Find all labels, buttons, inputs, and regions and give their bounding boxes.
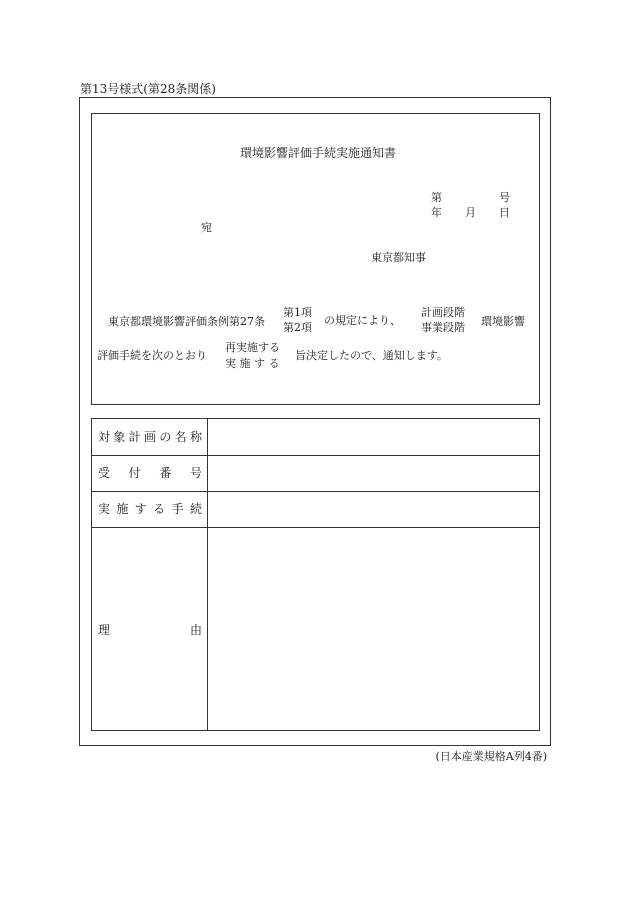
number-suffix: 号 xyxy=(499,191,510,204)
form-number-label: 第13号様式(第28条関係) xyxy=(80,82,216,96)
document-title: 環境影響評価手続実施通知書 xyxy=(240,146,397,160)
clause-option-2: 第2項 xyxy=(283,321,312,334)
date-day-label: 日 xyxy=(499,206,510,219)
paper-size-note: (日本産業規格A列4番) xyxy=(435,750,547,763)
body-line2-lead: 評価手続を次のとおり xyxy=(97,349,207,362)
body-line1-tail: 環境影響 xyxy=(481,315,525,328)
table-column-divider xyxy=(207,418,208,731)
body-line2-tail: 旨決定したので、通知します。 xyxy=(295,349,448,362)
stage-option-2: 事業段階 xyxy=(421,321,465,334)
table-row-label-procedure: 実 施 す る 手 続 xyxy=(98,502,202,516)
number-prefix: 第 xyxy=(431,191,442,204)
date-month-label: 月 xyxy=(465,206,476,219)
table-row-divider xyxy=(91,455,540,456)
clause-option-1: 第1項 xyxy=(283,306,312,319)
table-row-label-plan-name: 対 象 計 画 の 名 称 xyxy=(98,430,202,444)
action-option-2: 実 施 す る xyxy=(225,357,280,370)
details-table xyxy=(91,418,540,731)
body-connector: の規定により、 xyxy=(324,314,401,327)
table-row-divider xyxy=(91,491,540,492)
sender-name: 東京都知事 xyxy=(371,251,426,264)
action-option-1: 再実施する xyxy=(225,341,280,354)
date-year-label: 年 xyxy=(431,206,442,219)
body-line1-lead: 東京都環境影響評価条例第27条 xyxy=(108,315,265,328)
stage-option-1: 計画段階 xyxy=(421,306,465,319)
table-row-label-reason: 理 由 xyxy=(98,623,202,637)
addressee-suffix: 宛 xyxy=(201,221,212,234)
table-row-divider xyxy=(91,527,540,528)
table-row-label-receipt-number: 受 付 番 号 xyxy=(98,466,202,480)
